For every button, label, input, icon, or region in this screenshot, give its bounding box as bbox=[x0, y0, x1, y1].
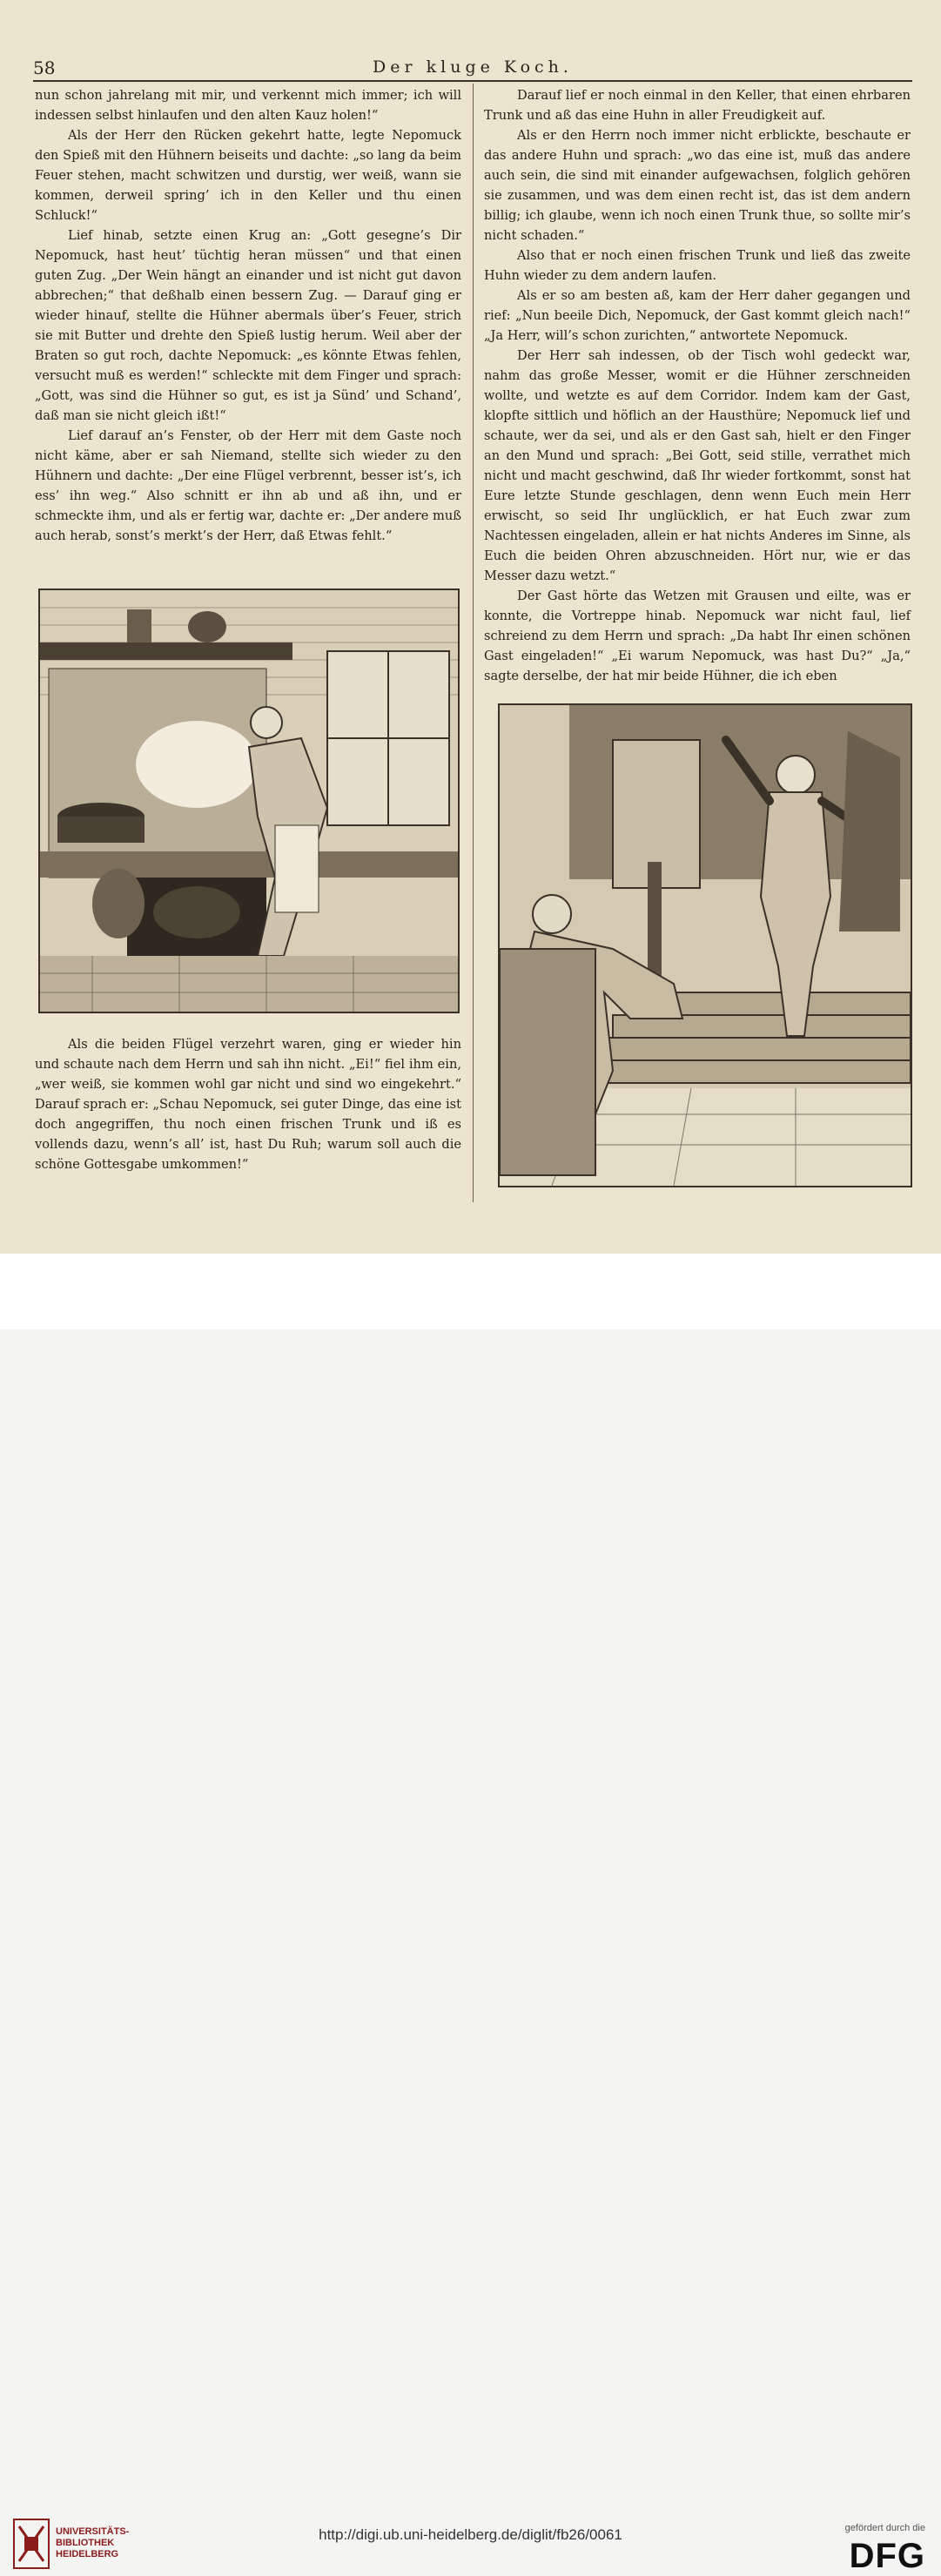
page-header bbox=[33, 57, 912, 78]
kitchen-illustration bbox=[38, 589, 460, 1013]
institution-line: HEIDELBERG bbox=[56, 2549, 119, 2559]
paragraph: Lief darauf an’s Fenster, ob der Herr mit dem Gaste noch nicht käme, aber er sah Niemand, stellte sich wieder zu den Hühnern und dachte: „Der eine Flügel verbrennt, besser ist’s, ich ess’ ihn weg.“ Also schnitt er ihn ab und aß ihn, und er schmeckte ihm, und als er fertig war, dachte er: „Der andere muß auch herab, sonst’s merkt’s der Herr, daß Etwas fehlt.“ bbox=[35, 428, 461, 543]
dfg-logo: DFG bbox=[849, 2537, 925, 2575]
institution-line: BIBLIOTHEK bbox=[56, 2538, 115, 2548]
paragraph: Als der Herr den Rücken gekehrt hatte, legte Nepomuck den Spieß mit den Hühnern beiseits und dachte: „so lang da beim Feuer stehen, macht schwitzen und durstig, wer weiß, wann sie kommen, derweil spring’ ich in den Keller und thu einen Schluck!“ bbox=[35, 128, 461, 223]
paragraph: Als er so am besten aß, kam der Herr daher gegangen und rief: „Nun beeile Dich, Nepomuck, der Gast kommt gleich nach!“ „Ja Herr, will’s schon zurichten,“ antwortete Nepomuck. bbox=[484, 288, 911, 343]
paragraph: Also that er noch einen frischen Trunk und ließ das zweite Huhn wieder zu dem andern laufen. bbox=[484, 248, 911, 283]
paragraph: Darauf lief er noch einmal in den Keller, that einen ehrbaren Trunk und aß das eine Huhn in aller Freudigkeit auf. bbox=[484, 88, 911, 123]
stairs-illustration bbox=[498, 703, 912, 1187]
paragraph: Der Herr sah indessen, ob der Tisch wohl gedeckt war, nahm das große Messer, womit er die Hühner zerschneiden wollte, und wetzte es auf dem Corridor. Indem kam der Gast, klopfte sittlich und höflich an der Hausthüre; Nepomuck lief und schaute, wer da sei, und als er den Gast sah, hielt er den Finger an den Mund und sprach: „Bei Gott, seid stille, verrathet mich nicht und macht geschwind, daß Ihr wieder fortkommt, sonst hat Eure letzte Stunde geschlagen, denn wenn Euch mein Herr erwischt, so seid Ihr unglücklich, er hat Euch zwar zum Nachtessen eingeladen, allein er hat nichts Anderes im Sinne, als Euch die beiden Ohren abzuschneiden. Hört nur, wie er das Messer dazu wetzt.“ bbox=[484, 348, 911, 583]
running-title: Der kluge Koch. bbox=[373, 57, 573, 77]
funding-note: gefördert durch die bbox=[844, 2523, 925, 2533]
paragraph: Als er den Herrn noch immer nicht erblickte, beschaute er das andere Huhn und sprach: „wo das eine ist, muß das andere auch sein, die sind mit einander aufgewachsen, folglich gehören sie zusammen, und was dem einen recht ist, das ist dem andern billig; ich glaube, wenn ich noch einen Trunk thue, so sollte mir’s nicht schaden.“ bbox=[484, 128, 911, 243]
right-column-top bbox=[484, 85, 911, 686]
paragraph: Lief hinab, setzte einen Krug an: „Gott gesegne’s Dir Nepomuck, hast heut’ tüchtig heran müssen“ und that einen guten Zug. „Der Wein hängt an einander und ist nicht gut davon abbrechen;“ that deßhalb einen bessern Zug. — Darauf ging er wieder hinauf, stellte die Hühner abermals über’s Feuer, strich sie mit Butter und drehte den Spieß lustig herum. Weil aber der Braten so gut roch, dachte Nepomuck: „es könnte Etwas fehlen, versucht muß es werden!“ schleckte mit dem Finger und sprach: „Gott, was sind die Hühner so gut, es ist ja Sünd’ und Schand’, daß man sie nicht gleich ißt!“ bbox=[35, 228, 461, 423]
source-url[interactable]: http://digi.ub.uni-heidelberg.de/diglit/fb26/0061 bbox=[319, 2526, 622, 2543]
paragraph: Der Gast hörte das Wetzen mit Grausen und eilte, was er konnte, die Vortreppe hinab. Nepomuck war nicht faul, lief schreiend zu dem Herrn und sprach: „Da habt Ihr einen schönen Gast eingeladen!“ „Ei warum Nepomuck, was hast Du?“ „Ja,“ sagte derselbe, der hat mir beide Hühner, die ich eben bbox=[484, 589, 911, 683]
university-seal-icon bbox=[12, 2518, 50, 2570]
paragraph: nun schon jahrelang mit mir, und verkennt mich immer; ich will indessen selbst hinlaufen und den alten Kauz holen!“ bbox=[35, 88, 461, 123]
paragraph: Als die beiden Flügel verzehrt waren, ging er wieder hin und schaute nach dem Herrn und sah ihn nicht. „Ei!“ fiel ihm ein, „wer weiß, sie kommen wohl gar nicht und sind wo eingekehrt.“ Darauf sprach er: „Schau Nepomuck, sei guter Dinge, das eine ist doch angegriffen, thu noch einen frischen Trunk und iß es vollends dazu, wenn’s all’ ist, hast Du Ruh; warum soll auch die schöne Gottesgabe umkommen!“ bbox=[35, 1037, 461, 1172]
digitization-footer bbox=[0, 1254, 941, 2575]
left-column-top bbox=[35, 85, 461, 546]
book-page bbox=[0, 0, 941, 1254]
left-column-bottom bbox=[35, 1034, 461, 1174]
header-rule bbox=[33, 80, 912, 82]
institution-line: UNIVERSITÄTS- bbox=[56, 2526, 130, 2537]
column-divider bbox=[473, 84, 474, 1202]
page-number: 58 bbox=[33, 57, 56, 78]
